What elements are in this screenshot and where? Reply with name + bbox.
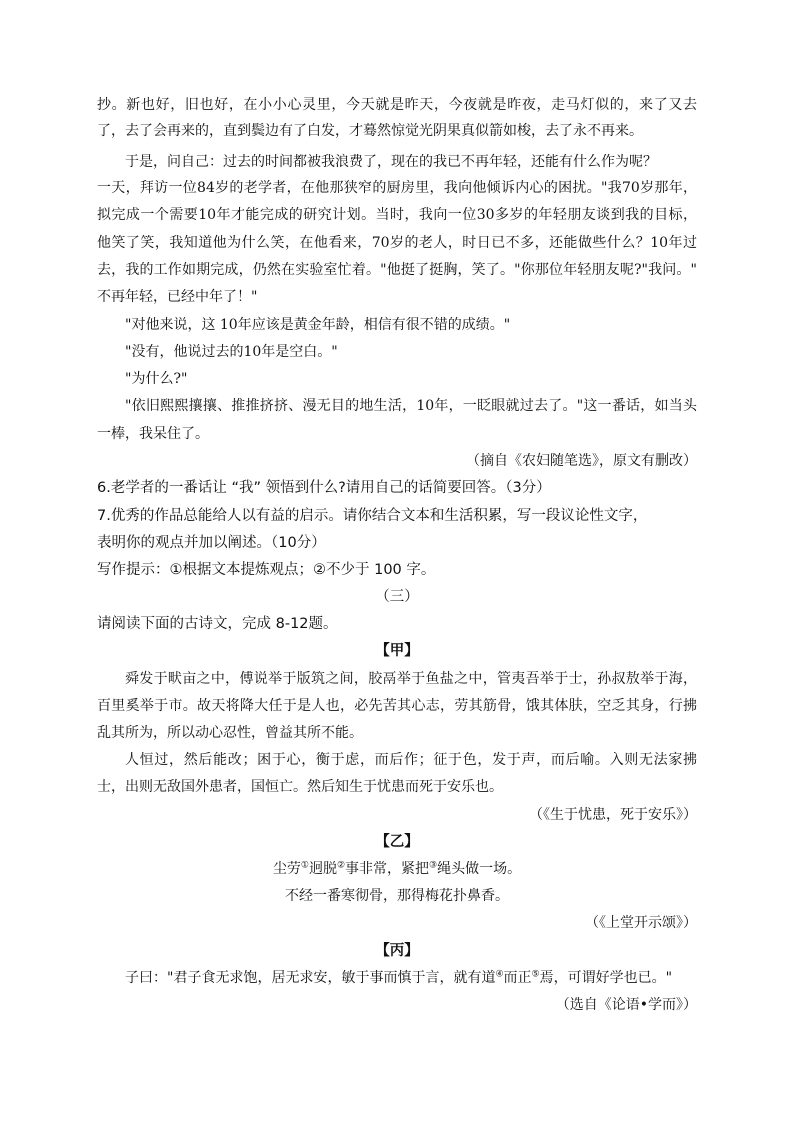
passage-line: 抄。新也好，旧也好，在小小心灵里，今天就是昨天，今夜就是昨夜，走马灯似的，来了又去 <box>97 97 697 113</box>
poem-text: 绳头做一场。 <box>437 861 522 877</box>
poem-text: 迥脱 <box>308 861 337 877</box>
classical-source: （《生于忧患，死于安乐》） <box>529 807 697 823</box>
question-7: 7.优秀的作品总能给人以有益的启示。请你结合文本和生活积累，写一段议论性文字， <box>97 508 648 524</box>
footnote-marker: ③ <box>429 860 438 871</box>
analects-source: （选自《论语•学而》） <box>555 997 697 1013</box>
writing-hint: 写作提示：①根据文本提炼观点；②不少于 100 字。 <box>97 562 436 578</box>
footnote-marker: ④ <box>495 969 504 980</box>
passage-line: 于是，问自己：过去的时间都被我浪费了，现在的我已不再年轻，还能有什么作为呢？ <box>125 154 657 170</box>
analects-text: 焉，可谓好学也已。" <box>539 970 673 986</box>
classical-line: 乱其所为，所以动心忍性，曾益其所不能。 <box>97 725 363 741</box>
text-label-jia: 【甲】 <box>375 643 419 659</box>
passage-line: "没有，他说过去的10年是空白。" <box>125 344 338 360</box>
poem-text: 尘劳 <box>272 861 301 877</box>
classical-line: 人恒过，然后能改；困于心，衡于虑，而后作；征于色，发于声，而后喻。入则无法家拂 <box>125 752 697 768</box>
classical-line: 舜发于畎亩之中，傅说举于版筑之间，胶鬲举于鱼盐之中，管夷吾举于士，孙叔敖举于海， <box>125 671 697 687</box>
footnote-marker: ① <box>300 860 309 871</box>
passage-line: "依旧熙熙攘攘、推推挤挤、漫无目的地生活，10年，一眨眼就过去了。"这一番话，如当头 <box>125 398 697 414</box>
section-heading: （三） <box>375 589 419 605</box>
passage-source: （摘自《农妇随笔选》，原文有删改） <box>466 453 697 469</box>
passage-line: 去，我的工作如期完成，仍然在实验室忙着。"他挺了挺胸，笑了。"你那位年轻朋友呢?"我问。" <box>97 262 697 278</box>
analects-text: 子曰："君子食无求饱，居无求安，敏于事而慎于言，就有道 <box>125 970 496 986</box>
passage-line: 了，去了会再来的，直到鬓边有了白发，才蓦然惊觉光阴果真似箭如梭，去了永不再来。 <box>97 123 643 139</box>
section-instruction: 请阅读下面的古诗文，完成 8-12题。 <box>97 616 338 632</box>
poem-source: （《上堂开示颂》） <box>585 915 697 931</box>
poem-line <box>97 859 697 879</box>
passage-line: 拟完成一个需要10年才能完成的研究计划。当时，我向一位30多岁的年轻朋友谈到我的目标， <box>97 207 697 223</box>
passage-line: "为什么?" <box>125 371 188 387</box>
classical-line: 士，出则无敌国外患者，国恒亡。然后知生于忧患而死于安乐也。 <box>97 779 503 795</box>
passage-line: 不再年轻，已经中年了！" <box>97 289 258 305</box>
footnote-marker: ⑤ <box>531 969 540 980</box>
question-7-cont: 表明你的观点并加以阐述。（10分） <box>97 535 326 551</box>
passage-line: "对他来说，这 10年应该是黄金年龄，相信有很不错的成绩。" <box>125 317 511 333</box>
poem-text: 事非常，紧把 <box>345 861 430 877</box>
question-6: 6.老学者的一番话让 “我” 领悟到什么?请用自己的话简要回答。（3分） <box>97 480 551 496</box>
passage-line: 他笑了笑，我知道他为什么笑，在他看来，70岁的老人，时日已不多，还能做些什么？10年过 <box>97 235 697 251</box>
text-label-yi: 【乙】 <box>375 834 419 850</box>
text-label-bing: 【丙】 <box>375 943 419 959</box>
poem-line: 不经一番寒彻骨，那得梅花扑鼻香。 <box>285 888 509 904</box>
footnote-marker: ② <box>336 860 346 871</box>
passage-line: 一天，拜访一位84岁的老学者，在他那狭窄的厨房里，我向他倾诉内心的困扰。"我70岁那年， <box>97 180 697 196</box>
classical-line: 百里奚举于市。故天将降大任于是人也，必先苦其心志，劳其筋骨，饿其体肤，空乏其身，行拂 <box>97 698 697 714</box>
analects-line <box>97 968 697 988</box>
analects-text: 而正 <box>503 970 532 986</box>
passage-line: 一棒，我呆住了。 <box>97 426 209 442</box>
